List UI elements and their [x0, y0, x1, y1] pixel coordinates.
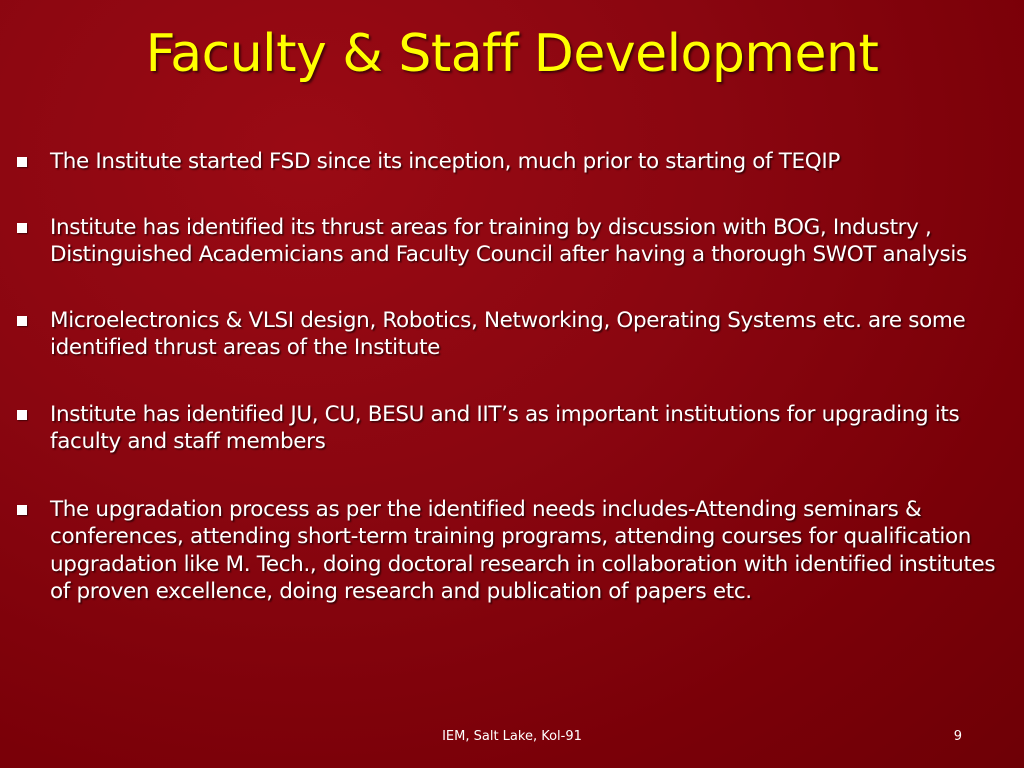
bullet-item: [14, 401, 1014, 456]
square-bullet-icon: [17, 157, 27, 167]
bullet-item: [14, 307, 1014, 362]
slide-title: Faculty & Staff Development: [145, 24, 879, 84]
square-bullet-icon: [17, 410, 27, 420]
square-bullet-icon: [17, 505, 27, 515]
square-bullet-icon: [17, 223, 27, 233]
bullet-text: Microelectronics & VLSI design, Robotics, Networking, Operating Systems etc. are some identified thrust areas of the Institute: [50, 307, 966, 360]
bullet-item: [14, 148, 1014, 176]
bullet-text: Institute has identified its thrust areas for training by discussion with BOG, Industry , Distinguished Academicians and Faculty Council after having a thorough SWOT analysis: [50, 214, 967, 267]
bullet-text: Institute has identified JU, CU, BESU and IIT’s as important institutions for upgrading its faculty and staff members: [50, 401, 960, 454]
bullet-list: [14, 148, 1014, 606]
page-number: 9: [953, 729, 962, 744]
bullet-item: [14, 496, 1014, 606]
square-bullet-icon: [17, 316, 27, 326]
bullet-text: The Institute started FSD since its inception, much prior to starting of TEQIP: [50, 149, 840, 174]
bullet-item: [14, 214, 1014, 269]
bullet-text: The upgradation process as per the identified needs includes-Attending seminars & conferences, attending short-term training programs, attending courses for qualification upgradation like M. Tech., doing doctoral research in collaboration with identified institutes of proven excellence, doing research and publication of papers etc.: [50, 496, 996, 604]
footer-text: IEM, Salt Lake, Kol-91: [442, 729, 582, 744]
